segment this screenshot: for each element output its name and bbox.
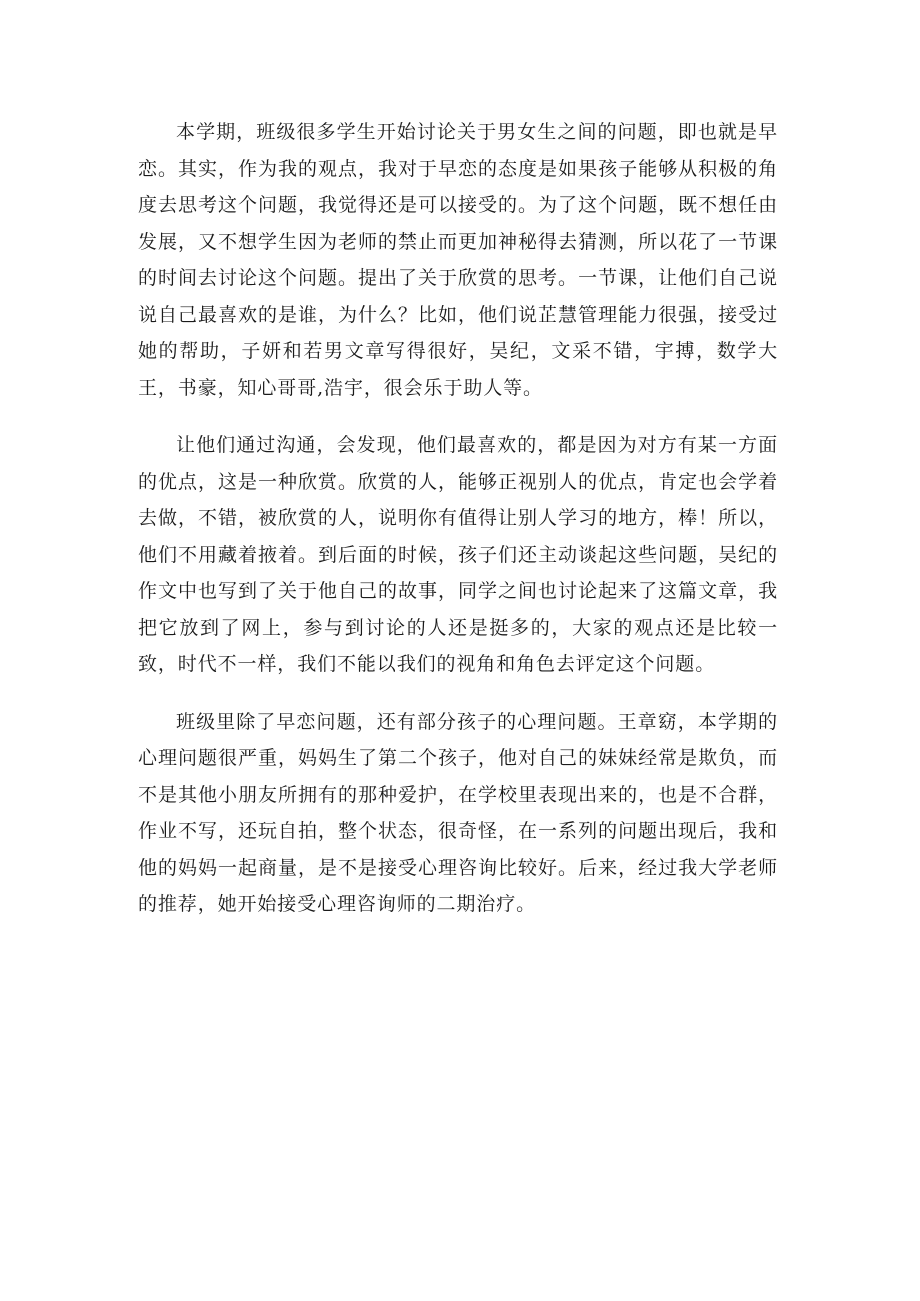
document-body (138, 114, 778, 923)
paragraph-3: 班级里除了早恋问题，还有部分孩子的心理问题。王章窈，本学期的心理问题很严重，妈妈生了第二个孩子，他对自己的妹妹经常是欺负，而不是其他小朋友所拥有的那种爱护，在学校里表现出来的，也是不合群，作业不写，还玩自拍，整个状态，很奇怪，在一系列的问题出现后，我和他的妈妈一起商量，是不是接受心理咨询比较好。后来，经过我大学老师的推荐，她开始接受心理咨询师的二期治疗。 (138, 710, 778, 915)
paragraph-2: 让他们通过沟通，会发现，他们最喜欢的，都是因为对方有某一方面的优点，这是一种欣赏。欣赏的人，能够正视别人的优点，肯定也会学着去做，不错，被欣赏的人，说明你有值得让别人学习的地方，棒！所以，他们不用藏着掖着。到后面的时候，孩子们还主动谈起这些问题，吴纪的作文中也写到了关于他自己的故事，同学之间也讨论起来了这篇文章，我把它放到了网上，参与到讨论的人还是挺多的，大家的观点还是比较一致，时代不一样，我们不能以我们的视角和角色去评定这个问题。 (138, 434, 778, 675)
paragraph-1: 本学期，班级很多学生开始讨论关于男女生之间的问题，即也就是早恋。其实，作为我的观点，我对于早恋的态度是如果孩子能够从积极的角度去思考这个问题，我觉得还是可以接受的。为了这个问题，既不想任由发展，又不想学生因为老师的禁止而更加神秘得去猜测，所以花了一节课的时间去讨论这个问题。提出了关于欣赏的思考。一节课，让他们自己说说自己最喜欢的是谁，为什么？比如，他们说芷慧管理能力很强，接受过她的帮助，子妍和若男文章写得很好，吴纪，文采不错，宇搏，数学大王，书豪，知心哥哥,浩宇，很会乐于助人等。 (138, 121, 778, 399)
